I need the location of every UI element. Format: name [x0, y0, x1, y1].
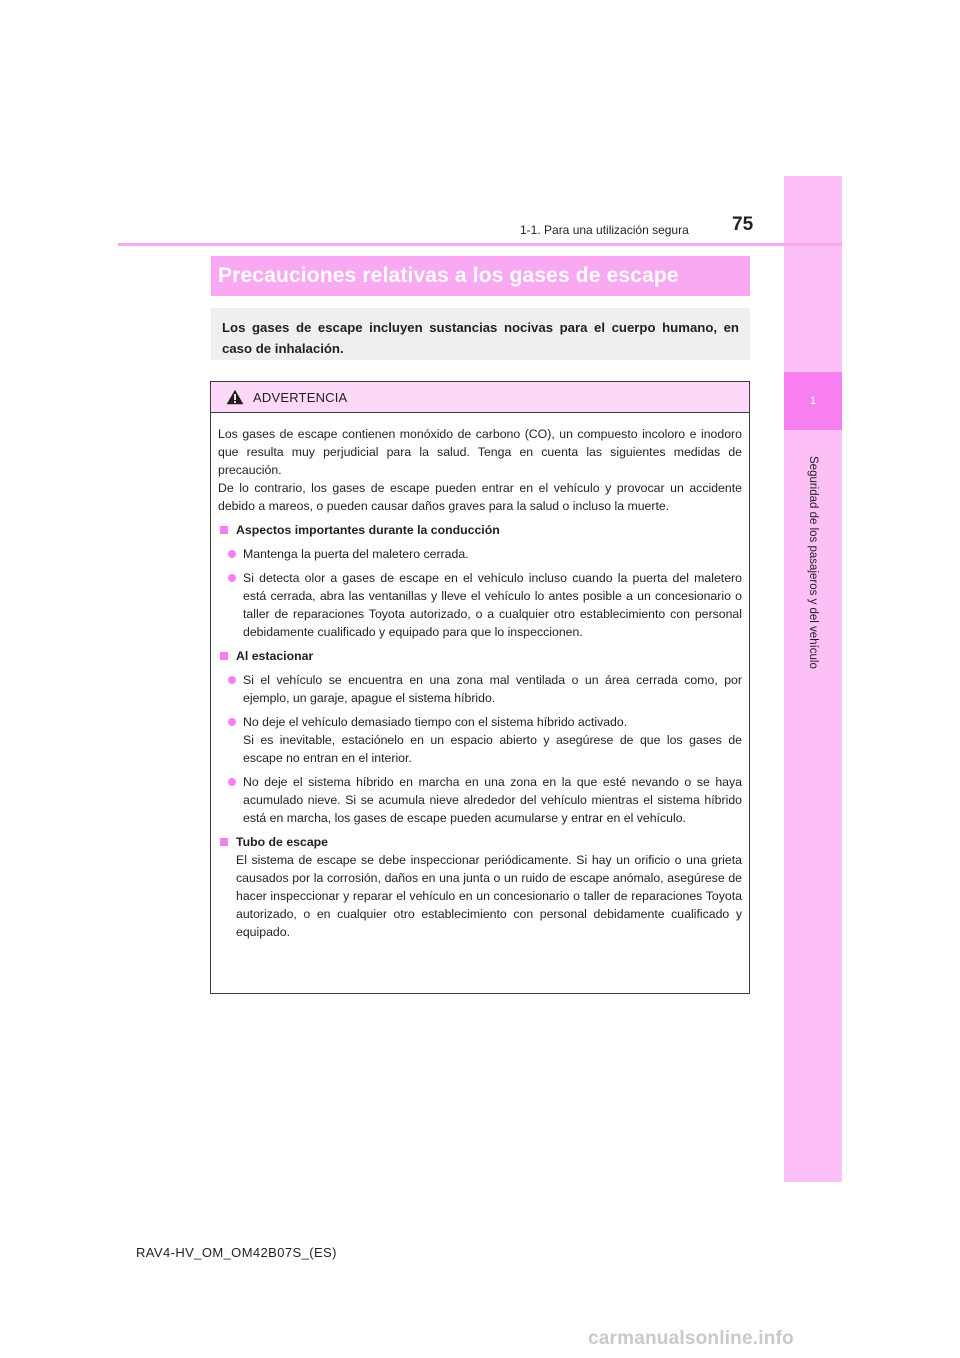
square-bullet-icon	[220, 526, 228, 534]
chapter-title: Seguridad de los pasajeros y del vehículo	[807, 455, 819, 669]
list-item-continuation: Si es inevitable, estaciónelo en un espacio abierto y asegúrese de que los gases de escape no entran en el interior.	[243, 733, 742, 765]
subsection-heading: Aspectos importantes durante la conducción	[218, 521, 742, 539]
intro-box	[211, 308, 750, 360]
circle-bullet-icon	[228, 718, 236, 726]
list-item: Si detecta olor a gases de escape en el vehículo incluso cuando la puerta del maletero está cerrada, abra las ventanillas y lleve el vehículo lo antes posible a un concesionario o taller de reparaciones Toyota autorizado, o a cualquier otro establecimiento con personal debidamente cualificado y equipado para que lo inspeccionen.	[218, 569, 742, 641]
subsection-heading: Al estacionar	[218, 647, 742, 665]
circle-bullet-icon	[228, 676, 236, 684]
warning-intro-1: Los gases de escape contienen monóxido de carbono (CO), un compuesto incoloro e inodoro que resulta muy perjudicial para la salud. Tenga en cuenta las siguientes medidas de precaución.	[218, 427, 742, 477]
square-bullet-icon	[220, 652, 228, 660]
watermark: carmanualsonline.info	[588, 1328, 794, 1349]
section-title: Precauciones relativas a los gases de escape	[211, 256, 750, 296]
warning-box	[210, 381, 750, 994]
footer-code: RAV4-HV_OM_OM42B07S_(ES)	[136, 1245, 337, 1260]
circle-bullet-icon	[228, 778, 236, 786]
list-item: Mantenga la puerta del maletero cerrada.	[218, 545, 742, 563]
chapter-title-vertical	[784, 432, 842, 692]
list-item: No deje el vehículo demasiado tiempo con el sistema híbrido activado. Si es inevitable, estaciónelo en un espacio abierto y asegúrese de que los gases de escape no entran en el interior.	[218, 713, 742, 767]
warning-body	[211, 413, 749, 941]
header-section: 1-1. Para una utilización segura	[520, 223, 689, 237]
warning-label: ADVERTENCIA	[253, 389, 348, 405]
list-item: Si el vehículo se encuentra en una zona mal ventilada o un área cerrada como, por ejemplo, un garaje, apague el sistema híbrido.	[218, 671, 742, 707]
warning-intro-2: De lo contrario, los gases de escape pueden entrar en el vehículo y provocar un accidente debido a mareos, o pueden causar daños graves para la salud o incluso la muerte.	[218, 481, 742, 513]
header-divider	[118, 243, 842, 246]
square-bullet-icon	[220, 838, 228, 846]
warning-header	[211, 382, 749, 413]
intro-text: Los gases de escape incluyen sustancias nocivas para el cuerpo humano, en caso de inhalación.	[222, 320, 739, 356]
circle-bullet-icon	[228, 550, 236, 558]
list-item: No deje el sistema híbrido en marcha en una zona en la que esté nevando o se haya acumulado nieve. Si se acumula nieve alrededor del vehículo mientras el sistema híbrido está en marcha, los gases de escape pueden acumularse y entrar en el vehículo.	[218, 773, 742, 827]
page-number: 75	[732, 214, 754, 235]
subsection-text: El sistema de escape se debe inspeccionar periódicamente. Si hay un orificio o una grieta causados por la corrosión, daños en una junta o un ruido de escape anómalo, asegúrese de hacer inspeccionar y reparar el vehículo en un concesionario o taller de reparaciones Toyota autorizado, o en cualquier otro establecimiento con personal debidamente cualificado y equipado.	[236, 853, 742, 939]
circle-bullet-icon	[228, 574, 236, 582]
warning-triangle-icon	[226, 389, 244, 405]
subsection-heading: Tubo de escape	[218, 833, 742, 851]
chapter-number: 1	[784, 372, 842, 430]
